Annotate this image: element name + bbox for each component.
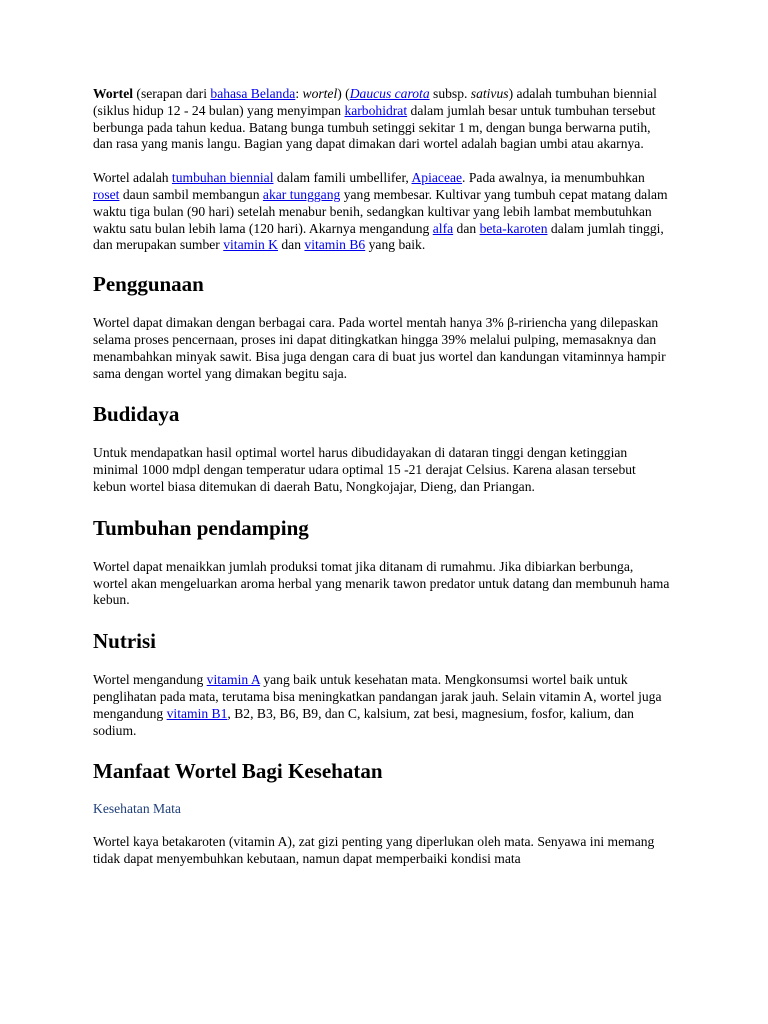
- paragraph-nutrisi: Wortel mengandung vitamin A yang baik untuk kesehatan mata. Mengkonsumsi wortel baik untuk penglihatan pada mata, terutama bisa meningkatkan pandangan jarak jauh. Selain vitamin A, wortel juga mengandung vitamin B1, B2, B3, B6, B9, dan C, kalsium, zat besi, magnesium, fosfor, kalium, dan sodium.: [93, 672, 662, 738]
- link-vitamin-b6[interactable]: vitamin B6: [304, 237, 366, 253]
- subheading-kesehatan-mata: Kesehatan Mata: [93, 801, 181, 817]
- link-akar-tunggang[interactable]: akar tunggang: [262, 186, 341, 202]
- paragraph-kesehatan-mata: Wortel kaya betakaroten (vitamin A), zat gizi penting yang diperlukan oleh mata. Senyawa ini memang tidak dapat menyembuhkan kebutaan, namun dapat memperbaiki kondisi mata: [93, 834, 655, 867]
- heading-budidaya: Budidaya: [93, 402, 180, 427]
- link-karbohidrat[interactable]: karbohidrat: [344, 102, 408, 118]
- paragraph-budidaya: Untuk mendapatkan hasil optimal wortel harus dibudidayakan di dataran tinggi dengan ketinggian minimal 1000 mdpl dengan temperatur udara optimal 15 -21 derajat Celsius. Karena alasan tersebut kebun wortel biasa ditemukan di daerah Batu, Nongkojajar, Dieng, dan Priangan.: [93, 445, 636, 494]
- article-body: [93, 86, 671, 868]
- term-wortel: Wortel: [93, 86, 134, 101]
- heading-nutrisi: Nutrisi: [93, 629, 156, 654]
- intro-paragraph-1: Wortel (serapan dari bahasa Belanda: wortel) (Daucus carota subsp. sativus) adalah tumbuhan biennial (siklus hidup 12 - 24 bulan) yang menyimpan karbohidrat dalam jumlah besar untuk tumbuhan tersebut berbunga pada tahun kedua. Batang bunga tumbuh setinggi sekitar 1 m, dengan bunga berwarna putih, dan rasa yang manis langu. Bagian yang dapat dimakan dari wortel adalah bagian umbi atau akarnya.: [93, 86, 657, 152]
- link-roset[interactable]: roset: [93, 186, 120, 202]
- link-vitamin-b1[interactable]: vitamin B1: [166, 705, 228, 721]
- heading-penggunaan: Penggunaan: [93, 272, 204, 297]
- paragraph-tumbuhan-pendamping: Wortel dapat menaikkan jumlah produksi tomat jika ditanam di rumahmu. Jika dibiarkan berbunga, wortel akan mengeluarkan aroma herbal yang menarik tawon predator untuk datang dan membunuh hama kebun.: [93, 558, 670, 608]
- link-alfa[interactable]: alfa: [432, 220, 454, 236]
- link-beta-karoten[interactable]: beta-karoten: [479, 220, 548, 236]
- link-bahasa-belanda[interactable]: bahasa Belanda: [210, 86, 296, 101]
- link-apiaceae[interactable]: Apiaceae: [411, 170, 463, 186]
- link-daucus-carota[interactable]: Daucus carota: [349, 86, 430, 101]
- paragraph-penggunaan: Wortel dapat dimakan dengan berbagai cara. Pada wortel mentah hanya 3% β-ririencha yang dilepaskan selama proses pencernaan, proses ini dapat ditingkatkan hingga 39% melalui pulping, memasaknya dan menambahkan minyak sawit. Bisa juga dengan cara di buat jus wortel dan kandungan vitaminnya hampir sama dengan wortel yang dimakan begitu saja.: [93, 315, 666, 381]
- heading-tumbuhan-pendamping: Tumbuhan pendamping: [93, 515, 309, 540]
- heading-manfaat-wortel: Manfaat Wortel Bagi Kesehatan: [93, 759, 383, 784]
- link-tumbuhan-biennial[interactable]: tumbuhan biennial: [171, 170, 274, 186]
- link-vitamin-a[interactable]: vitamin A: [206, 672, 260, 688]
- link-vitamin-k[interactable]: vitamin K: [223, 237, 278, 253]
- intro-paragraph-2: Wortel adalah tumbuhan biennial dalam famili umbellifer, Apiaceae. Pada awalnya, ia menumbuhkan roset daun sambil membangun akar tunggang yang membesar. Kultivar yang tumbuh cepat matang dalam waktu tiga bulan (90 hari) setelah menabur benih, sedangkan kultivar yang lebih lambat membutuhkan waktu satu bulan lebih lama (120 hari). Akarnya mengandung alfa dan beta-karoten dalam jumlah tinggi, dan merupakan sumber vitamin K dan vitamin B6 yang baik.: [93, 170, 668, 253]
